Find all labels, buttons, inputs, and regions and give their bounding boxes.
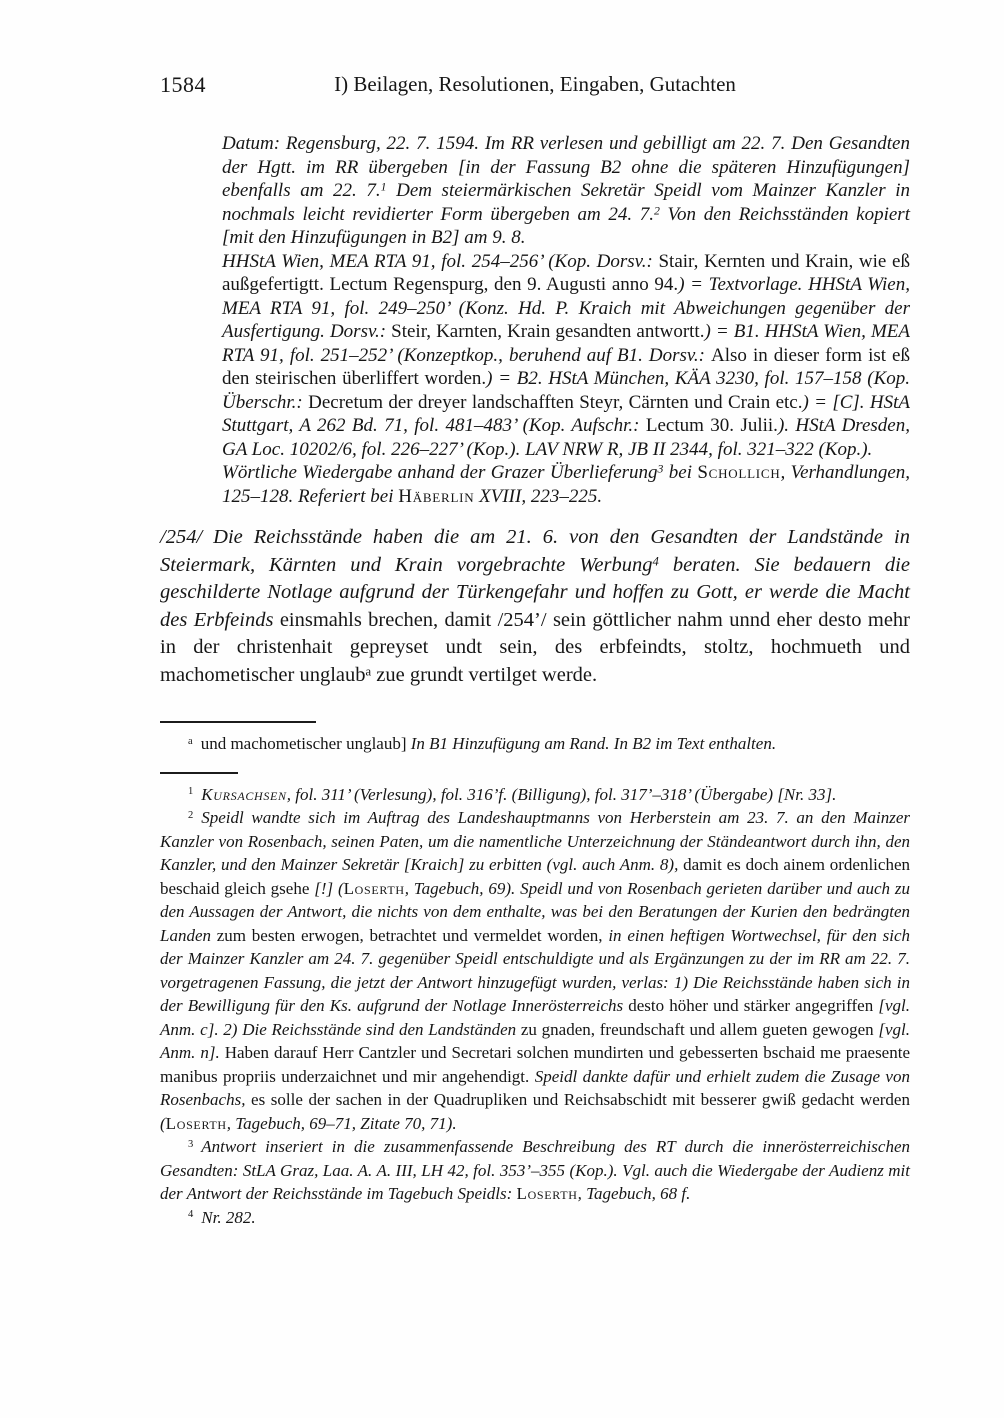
footnote-3 [160,1135,910,1206]
text-run: , Tagebuch, 69). Speidl und von Rosenbach gerieten darüber und auch zu den Aussagen der Antwort, die nichts von dem enthalte, was bei den Beratungen der Kurien den bedrängten Landen [160,878,910,945]
footnote-4-text [201,1208,255,1227]
text-run: und machometischer unglaub] [200,734,411,753]
footnote-a [160,732,910,756]
text-run: a [365,663,372,678]
text-run: /254/ Die Reichsstände haben die am 21. 6. von den Gesandten der Landstände in Steiermark, Kärnten und Krain vorgebrachte Werbung [160,526,910,576]
text-run: zum besten erwogen, betrachtet und vermeldet worden, [216,925,609,945]
text-run: Loserth [165,1113,227,1133]
text-run: beraten. Sie bedauern die geschilderte Notlage aufgrund der Türkengefahr und hoffen zu Gott, er werde die Macht des Erbfeinds [160,553,910,631]
text-run: Loserth [516,1184,578,1203]
text-run: damit es doch ainem ordenlichen beschaid gleich gsehe [160,855,910,898]
text-run: ) = B1. HHStA Wien, MEA RTA 91, fol. 251–252’ (Konzeptkop., beruhend auf B1. Dorsv.: [222,321,910,366]
text-run: , fol. 311’ (Verlesung), fol. 316’f. (Billigung), fol. 317’–318’ (Übergabe) [Nr. 33]. [286,784,837,804]
text-run: In B1 Hinzufügung am Rand. In B2 im Text enthalten. [410,734,777,753]
headnote-section [222,132,910,508]
footnote-separator-numeric [160,772,238,774]
text-run: bei [663,462,698,483]
text-run: zu gnaden, freundschaft und allem gueten gewogen [520,1019,879,1039]
text-run: Stair, Kernten und Krain, wie eß außgefertigtt. Lectum Regenspurg, den 9. Augusti anno 94. [222,250,910,295]
text-run: , Tagebuch, 69–71, Zitate 70, 71). [226,1113,457,1133]
text-run: 2 [654,204,660,218]
text-run: Antwort inseriert in die zusammenfassende Beschreibung des RT durch die innerösterreichischen Gesandten: StLA Graz, Laa. A. A. III, LH 42, fol. 353’–355 (Kop.). Vgl. auch die Wiedergabe der Audienz mit der Antwort der Reichsstände im Tagebuch Speidls: [160,1137,910,1203]
text-run: Datum: Regensburg, 22. 7. 1594. Im RR verlesen und gebilligt am 22. 7. Den Gesandten der Hgtt. im RR übergeben [in der Fassung B2 ohne die späteren Hinzufügungen] ebenfalls am 22. 7. [222,133,910,201]
text-run: Speidl wandte sich im Auftrag des Landeshauptmanns von Herberstein am 23. 7. an den Mainzer Kanzler von Rosenbach, seinen Paten, um die namentliche Unterzeichnung der Ständeantwort durch ihn, den Kanzler, und den Mainzer Sekretär [Kraich] zu erbitten (vgl. auch Anm. 8), [160,808,910,874]
text-run: ) = B2. HStA München, KÄA 3230, fol. 157–158 (Kop. Überschr.: [222,368,910,413]
text-run: 3 [657,462,664,476]
footnote-2-text [160,808,910,1133]
headnote-datum-paragraph [222,132,910,250]
text-run: Lectum 30. Julii. [645,415,778,436]
text-run: ) = Textvorlage. HHStA Wien, MEA RTA 91, fol. 249–250’ (Konz. Hd. P. Kraich mit Abweichungen gegenüber der Ausfertigung. Dorsv.: [222,274,910,342]
text-run: Schollich [697,462,781,483]
text-run: es solle der sachen in der Quadrupliken und Reichsabschidt mit besserer gwiß gedacht werden [251,1090,910,1109]
text-run: 1 [380,180,387,194]
footnote-2-marker: 2 [188,809,194,821]
text-run: Wörtliche Wiedergabe anhand der Grazer Überlieferung [222,462,658,483]
text-run: Also in dieser form ist eß den steirischen überliffert worden. [222,344,910,389]
footnote-1-text [201,785,836,804]
footnote-separator-letter [160,721,316,723]
page-number: 1584 [160,72,206,97]
text-run: Speidl dankte dafür und erhielt zudem die Zusage von Rosenbachs, [160,1066,910,1109]
text-run: Haben darauf Herr Cantzler und Secretari solchen mundirten und gebesserten bschaid me praesente manibus propriis underzaichnet und mir angehendigt. [160,1043,910,1086]
main-text-section [160,524,910,689]
text-run: HHStA Wien, MEA RTA 91, fol. 254–256’ (Kop. Dorsv.: [222,250,659,272]
footnote-3-marker: 3 [188,1138,194,1150]
headnote-sources-paragraph [222,250,910,462]
footnote-4 [160,1206,910,1230]
footnote-3-text [160,1137,910,1203]
text-run: in einen heftigen Wortwechsel, für den sich der Mainzer Kanzler am 24. 7. gegenüber Speidl entschuldigte und als Ergänzungen zu der im RR am 22. 7. vorgetragenen Fassung, die jetzt der Antwort hinzugefügt wurden, verlas: 1) Die Reichsstände haben sich in der Bewilligung für den Ks. aufgrund der Notlage Innerösterreichs [160,925,910,1015]
text-run: ( [160,1113,166,1133]
text-run: Nr. 282. [201,1207,256,1227]
footnote-2 [160,806,910,1135]
text-run: , Verhandlungen, 125–128. Referiert bei [222,462,911,507]
text-run: 4 [652,553,659,568]
text-run: ). HStA Dresden, GA Loc. 10202/6, fol. 226–227’ (Kop.). LAV NRW R, JB II 2344, fol. 321–322 (Kop.). [222,415,910,460]
text-run: , Tagebuch, 68 f. [577,1184,691,1203]
text-run: Dem steiermärkischen Sekretär Speidl vom Mainzer Kanzler in nochmals leicht revidierter Form übergeben am 24. 7. [222,180,910,225]
text-run: Von den Reichsständen kopiert [mit den Hinzufügungen in B2] am 9. 8. [222,203,910,248]
text-run: [!] ( [314,878,344,898]
text-run: zue grundt vertilget werde. [371,663,598,686]
text-run: [vgl. Anm. n]. [160,1019,911,1062]
footnotes-section [160,721,910,1229]
text-run: Steir, Karnten, Krain gesandten antwortt. [391,321,705,342]
text-run: desto höher und stärker angegriffen [628,996,879,1015]
footnote-a-marker: a [188,735,193,747]
footnote-4-marker: 4 [188,1209,194,1221]
text-run: Häberlin [398,485,475,507]
text-run: Decretum der dreyer landschafften Steyr, Cärnten und Crain etc. [308,391,803,413]
footnote-1 [160,783,910,807]
headnote-literature-paragraph [222,461,910,508]
footnote-1-marker: 1 [188,786,194,798]
text-run: Kursachsen [201,784,287,804]
text-run: einsmahls brechen, damit /254’/ sein göttlicher nahm unnd eher desto mehr in der christenhait gepreyset undt sein, des erbfeindts, stoltz, hochmueth und machometischer unglaub [160,608,911,686]
footnote-a-text [201,734,776,753]
text-run: [vgl. Anm. c]. 2) Die Reichsstände sind den Landständen [160,996,910,1039]
text-run: XVIII, 223–225. [474,485,603,507]
main-paragraph [160,524,910,689]
running-header-title: I) Beilagen, Resolutionen, Eingaben, Gutachten [334,72,736,96]
text-run: Loserth [343,878,405,898]
text-run: ) = [C]. HStA Stuttgart, A 262 Bd. 71, fol. 481–483’ (Kop. Aufschr.: [222,391,911,436]
running-head [160,72,910,100]
